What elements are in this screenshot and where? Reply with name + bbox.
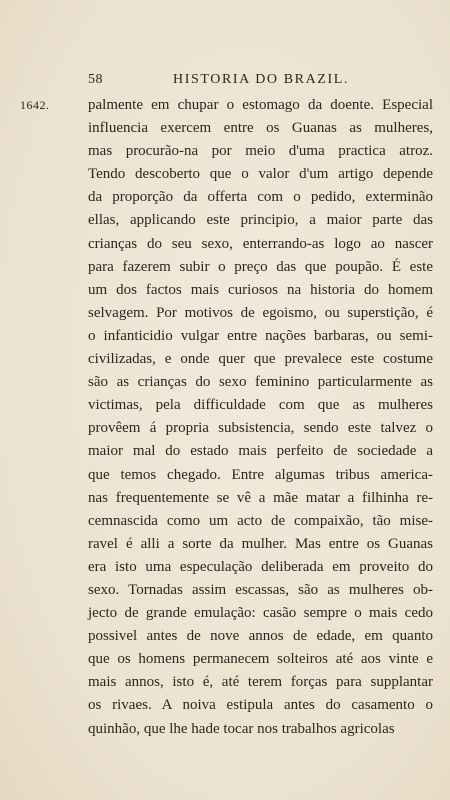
text-line: ravel é alli a sorte da mulher. Mas entre os Guanas — [88, 535, 433, 552]
text-line: maior mal do estado mais perfeito de sociedade a — [88, 443, 433, 460]
text-line: civilizadas, e onde quer que prevalece este costume — [88, 351, 433, 368]
text-line: que temos chegado. Entre algumas tribus america- — [88, 466, 433, 483]
margin-year-note: 1642. — [20, 98, 50, 112]
text-line: mais annos, isto é, até terem forças para supplantar — [88, 674, 433, 691]
text-line: ellas, applicando este principio, a maior parte das — [88, 212, 433, 229]
running-head — [88, 72, 433, 92]
text-line: era isto uma especulação deliberada em proveito do — [88, 558, 433, 575]
text-line: para fazerem subir o preço das que poupão. É este — [88, 258, 433, 275]
text-line: sexo. Tornadas assim escassas, são as mulheres ob- — [88, 581, 433, 598]
text-line: nas frequentemente se vê a mãe matar a filhinha re- — [88, 489, 433, 506]
text-line: selvagem. Por motivos de egoismo, ou superstição, é — [88, 304, 433, 321]
text-line: provêem á propria subsistencia, sendo este talvez o — [88, 420, 433, 437]
text-line: jecto de grande emulação: casão sempre o mais cedo — [88, 605, 433, 622]
text-line: o infanticidio vulgar entre nações barbaras, ou semi- — [88, 327, 433, 344]
text-line: possivel antes de nove annos de edade, em quanto — [88, 628, 433, 645]
text-line: que os homens permanecem solteiros até aos vinte e — [88, 651, 433, 668]
text-line: um dos factos mais curiosos na historia do homem — [88, 281, 433, 298]
text-line: influencia exercem entre os Guanas as mulheres, — [88, 120, 433, 137]
page-number: 58 — [88, 72, 103, 87]
text-line: crianças do seu sexo, enterrando-as logo ao nascer — [88, 235, 433, 252]
text-line: palmente em chupar o estomago da doente. Especial — [88, 97, 433, 113]
text-line: victimas, pela difficuldade com que as mulheres — [88, 397, 433, 414]
text-line: cemnascida como um acto de compaixão, tão mise- — [88, 512, 433, 529]
text-line: mas procurão-na por meio d'uma practica atroz. — [88, 143, 433, 160]
running-title: HISTORIA DO BRAZIL. — [173, 72, 349, 87]
body-text — [88, 94, 433, 741]
text-line: Tendo descoberto que o valor d'um artigo depende — [88, 166, 433, 183]
text-line: quinhão, que lhe hade tocar nos trabalhos agricolas — [88, 720, 395, 737]
text-line: os rivaes. A noiva estipula antes do casamento o — [88, 697, 433, 714]
text-line: da proporção da offerta com o pedido, exterminão — [88, 189, 433, 206]
text-line: são as crianças do sexo feminino particularmente as — [88, 374, 433, 391]
